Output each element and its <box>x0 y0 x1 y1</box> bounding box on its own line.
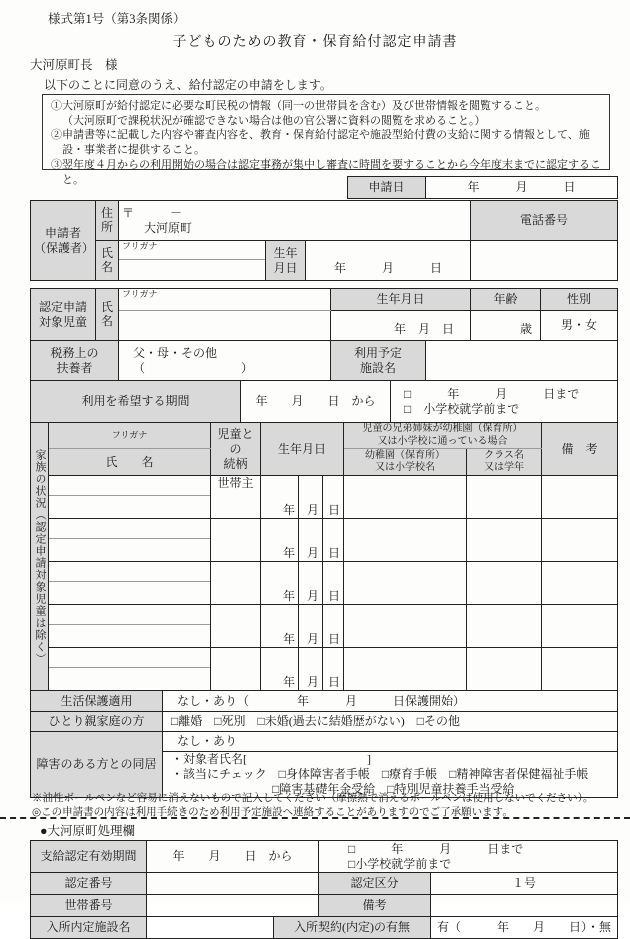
disability-target-name: ・対象者氏名[ ] <box>171 752 371 766</box>
page-title: 子どものための教育・保育給付認定申請書 <box>172 35 458 50</box>
application-date-label: 申請日 <box>348 177 426 199</box>
validity-from-field: 年 月 日 から <box>147 841 319 873</box>
phone-number-label: 電話番号 <box>471 201 618 241</box>
welfare-field: なし・あり（ 年 月 日保護開始） <box>163 691 618 712</box>
child-dob-header: 生年月日 <box>331 289 471 311</box>
family-furigana-header: フリガナ <box>49 423 211 449</box>
footnote-pen: ※油性ボールペンなど容易に消えないもので記入してください（摩擦熱で消えるボールペンは使用しないでください）。 <box>32 793 594 804</box>
family-remarks-header: 備 考 <box>542 423 618 476</box>
household-number-label: 世帯番号 <box>31 895 147 917</box>
welfare-table <box>30 690 618 712</box>
cert-number-label: 認定番号 <box>31 873 147 895</box>
applicant-address-label: 住所 <box>96 201 119 241</box>
tax-dependent-field: 父・母・その他（ ） <box>119 341 331 381</box>
family-row-name <box>49 476 211 519</box>
family-row-class <box>467 648 542 691</box>
family-row-relation <box>211 562 261 605</box>
family-row-remarks <box>542 605 618 648</box>
consent-item-1-note: （大河原町で課税状況が確認できない場合は他の官公署に資料の閲覧を求めること。） <box>62 114 486 127</box>
family-row-dob-month: 月 <box>299 648 323 691</box>
family-row-class <box>467 605 542 648</box>
office-remarks-label: 備考 <box>319 895 431 917</box>
family-row-remarks <box>542 562 618 605</box>
family-row-name <box>49 519 211 562</box>
family-row-relation <box>211 605 261 648</box>
application-date-table <box>347 176 618 199</box>
family-row-relation <box>211 648 261 691</box>
office-use-heading: ●大河原町処理欄 <box>40 824 136 838</box>
family-row-dob-day: 日 <box>323 476 344 519</box>
validity-until-date-option: □ 年 月 日まで <box>348 841 524 856</box>
consent-item-3: ③翌年度４月からの利用開始の場合は認定事務が集中し審査に時間を要することから今年度末までに認定すること。 <box>51 158 601 186</box>
furigana-divider <box>119 259 265 260</box>
contract-status-label: 入所契約(内定)の有無 <box>274 917 431 939</box>
family-row-dob-month: 月 <box>299 519 323 562</box>
family-section-label: 家族の状況（認定申請対象児童は除く） <box>31 423 49 691</box>
applicant-furigana-label: フリガナ <box>122 241 158 251</box>
family-row-dob-year: 年 <box>261 562 299 605</box>
form-number: 様式第1号（第3条関係） <box>48 12 186 26</box>
applicant-dob-label: 生年 月日 <box>266 241 306 281</box>
desired-period-table <box>30 380 618 423</box>
child-sex-field: 男・女 <box>541 311 618 341</box>
family-row-school <box>344 476 467 519</box>
until-school-option: □ 小学校就学前まで <box>404 401 520 416</box>
office-remarks-field <box>431 895 618 917</box>
consent-item-2: ②申請書等に記載した内容や審査内容を、教育・保育給付認定や施設型給付費の支給に関する情報として、施設・事業者に提供すること。 <box>51 129 590 157</box>
family-relation-header: 児童との 続柄 <box>211 423 261 476</box>
family-row-remarks <box>542 648 618 691</box>
cut-line <box>0 817 630 819</box>
child-name-label: 氏名 <box>96 289 119 341</box>
family-name-header: 氏 名 <box>49 449 211 476</box>
consent-terms-box <box>42 94 610 186</box>
decided-facility-field <box>147 917 274 939</box>
until-date-option: □ 年 月 日まで <box>404 386 580 401</box>
family-row-dob-year: 年 <box>261 648 299 691</box>
family-school-header: 幼稚園（保育所） 又は小学校名 <box>344 449 467 476</box>
planned-facility-label: 利用予定 施設名 <box>331 341 426 381</box>
family-row-dob-year: 年 <box>261 605 299 648</box>
single-parent-table <box>30 711 618 732</box>
family-sibling-header: 児童の兄弟姉妹が幼稚園（保育所） 又は小学校に通っている場合 <box>344 423 542 449</box>
family-dob-header: 生年月日 <box>261 423 344 476</box>
family-row-class <box>467 519 542 562</box>
disability-field: なし・あり <box>163 732 618 752</box>
welfare-label: 生活保護適用 <box>31 691 163 712</box>
family-row-school <box>344 519 467 562</box>
disability-table <box>30 731 618 798</box>
applicant-name-label: 氏名 <box>96 241 119 281</box>
tax-dependent-label: 税務上の 扶養者 <box>31 341 119 381</box>
child-sex-header: 性別 <box>541 289 618 311</box>
family-row-school <box>344 562 467 605</box>
family-row-remarks <box>542 519 618 562</box>
applicant-section-label: 申請者 （保護者） <box>31 201 96 281</box>
family-row-dob-day: 日 <box>323 648 344 691</box>
child-age-header: 年齢 <box>471 289 541 311</box>
family-row-dob-year: 年 <box>261 476 299 519</box>
footnote-contact: ◎この申請書の内容は利用手続きのため利用予定施設へ連絡することがありますのでご了承願います。 <box>32 807 513 819</box>
child-table <box>30 288 618 341</box>
disability-label: 障害のある方との同居 <box>31 732 163 798</box>
tax-dependent-table <box>30 340 618 381</box>
validity-period-label: 支給認定有効期間 <box>31 841 147 873</box>
phone-number-field <box>471 241 618 281</box>
applicant-name-field <box>119 241 266 281</box>
consent-item-1: ①大河原町が給付認定に必要な町民税の情報（同一の世帯員を含む）及び世帯情報を閲覧すること。 <box>51 100 546 112</box>
validity-until-field <box>319 841 618 873</box>
office-use-table <box>30 840 618 939</box>
family-row-dob-year: 年 <box>261 519 299 562</box>
family-status-table <box>30 422 618 691</box>
single-parent-field: □離婚 □死別 □未婚(過去に結婚歴がない) □その他 <box>163 712 618 732</box>
application-date-field: 年 月 日 <box>426 177 618 199</box>
main-form-block <box>30 288 617 798</box>
applicant-dob-field: 年 月 日 <box>306 241 471 281</box>
disability-checks-line1: ・該当にチェック □身体障害者手帳 □療育手帳 □精神障害者保健福祉手帳 <box>171 767 589 781</box>
family-row-dob-day: 日 <box>323 519 344 562</box>
family-row-name <box>49 605 211 648</box>
validity-until-school-option: □小学校就学前まで <box>348 856 452 871</box>
cert-number-field <box>147 873 319 895</box>
decided-facility-label: 入所内定施設名 <box>31 917 147 939</box>
family-row-class <box>467 562 542 605</box>
family-row-dob-month: 月 <box>299 476 323 519</box>
address-town-line: 大河原町 <box>144 220 193 235</box>
family-row-class <box>467 476 542 519</box>
family-row-school <box>344 648 467 691</box>
family-row-relation: 世帯主 <box>211 476 261 519</box>
planned-facility-field <box>426 341 618 381</box>
cert-category-label: 認定区分 <box>319 873 431 895</box>
child-name-field <box>119 311 331 341</box>
applicant-table <box>30 200 618 281</box>
disability-checks-line2: □障害基礎年金受給 □特別児童扶養手当受給 <box>272 782 515 796</box>
addressee-line: 大河原町長 様 <box>30 58 118 72</box>
child-age-field: 歳 <box>471 311 541 341</box>
family-row-dob-day: 日 <box>323 605 344 648</box>
consent-intro: 以下のことに同意のうえ、給付認定の申請をします。 <box>44 78 332 92</box>
family-row-dob-month: 月 <box>299 605 323 648</box>
desired-period-until-field <box>391 381 618 423</box>
family-row-dob-month: 月 <box>299 562 323 605</box>
disability-detail-field <box>163 752 618 798</box>
single-parent-label: ひとり親家庭の方 <box>31 712 163 732</box>
family-row-school <box>344 605 467 648</box>
contract-status-field: 有（ 年 月 日）・無 <box>431 917 618 939</box>
desired-period-label: 利用を希望する期間 <box>31 381 241 423</box>
postal-code-line: 〒 － <box>122 205 183 220</box>
family-row-dob-day: 日 <box>323 562 344 605</box>
family-row-remarks <box>542 476 618 519</box>
family-row-name <box>49 562 211 605</box>
child-dob-field: 年 月 日 <box>331 311 471 341</box>
desired-period-from-field: 年 月 日 から <box>241 381 391 423</box>
child-furigana-field: フリガナ <box>119 289 331 311</box>
child-section-label: 認定申請 対象児童 <box>31 289 96 341</box>
family-row-relation <box>211 519 261 562</box>
applicant-address-field <box>119 201 471 241</box>
cert-category-field: １号 <box>431 873 618 895</box>
family-class-header: クラス名 又は学年 <box>467 449 542 476</box>
household-number-field <box>147 895 319 917</box>
family-row-name <box>49 648 211 691</box>
